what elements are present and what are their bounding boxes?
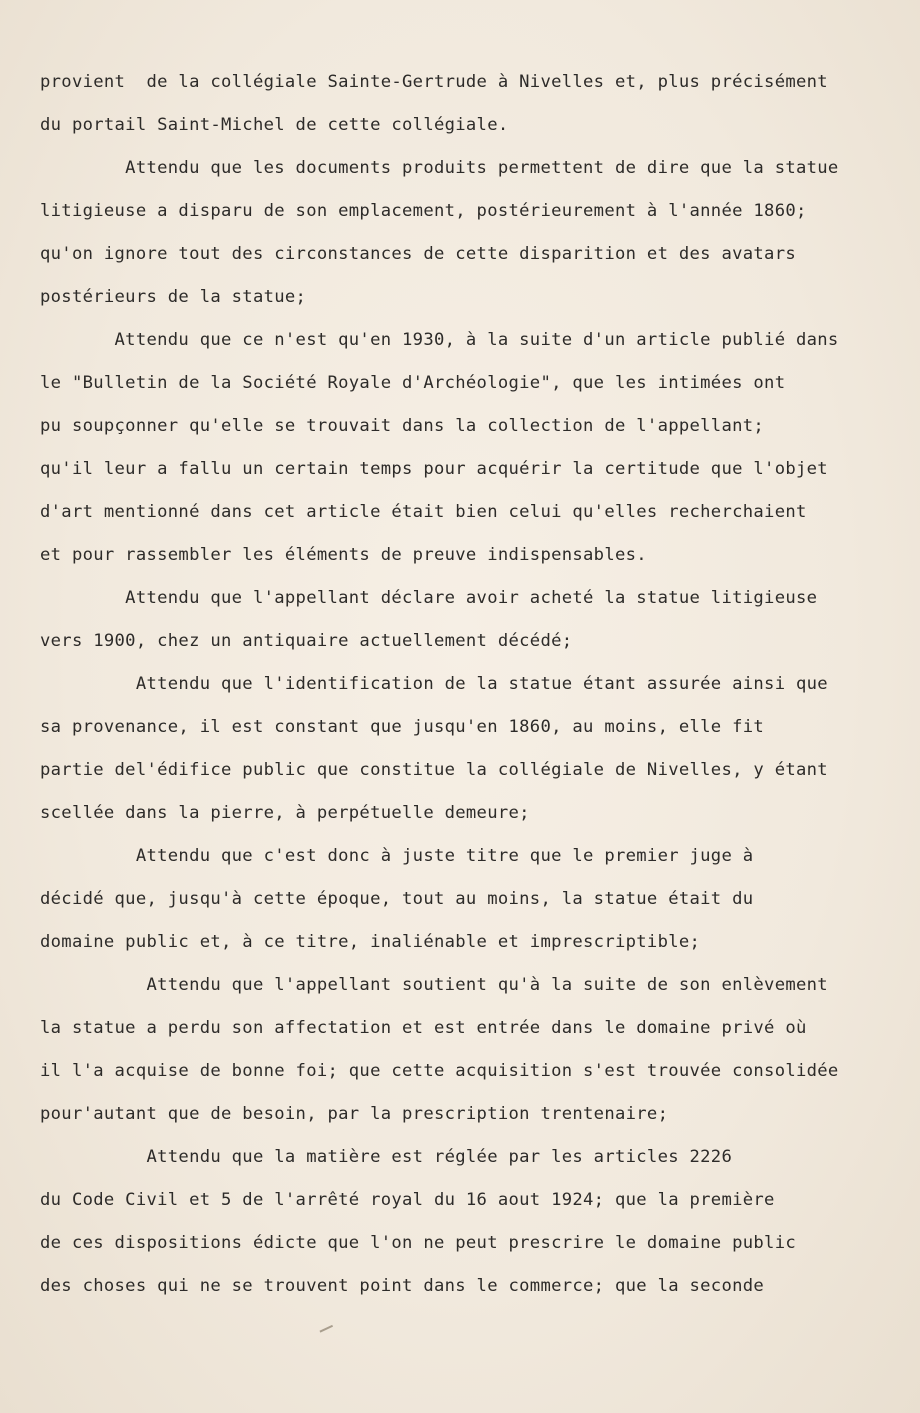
text-line: vers 1900, chez un antiquaire actuellement décédé; (40, 631, 573, 651)
text-line: Attendu que ce n'est qu'en 1930, à la suite d'un article publié dans (40, 330, 839, 350)
text-line: la statue a perdu son affectation et est entrée dans le domaine privé où (40, 1018, 807, 1038)
text-line: le "Bulletin de la Société Royale d'Archéologie", que les intimées ont (40, 373, 786, 393)
text-line: des choses qui ne se trouvent point dans le commerce; que la seconde (40, 1276, 765, 1296)
text-line: qu'il leur a fallu un certain temps pour acquérir la certitude que l'objet (40, 459, 828, 479)
text-line: et pour rassembler les éléments de preuve indispensables. (40, 545, 647, 565)
text-line: postérieurs de la statue; (40, 287, 307, 307)
text-line: Attendu que l'appellant soutient qu'à la suite de son enlèvement (40, 975, 828, 995)
text-line: décidé que, jusqu'à cette époque, tout au moins, la statue était du (40, 889, 754, 909)
text-line: domaine public et, à ce titre, inaliénable et imprescriptible; (40, 932, 701, 952)
text-line: partie del'édifice public que constitue la collégiale de Nivelles, y étant (40, 760, 828, 780)
text-line: pour'autant que de besoin, par la prescription trentenaire; (40, 1104, 669, 1124)
text-line: Attendu que la matière est réglée par les articles 2226 (40, 1147, 733, 1167)
text-line: Attendu que les documents produits permettent de dire que la statue (40, 158, 839, 178)
text-line: scellée dans la pierre, à perpétuelle demeure; (40, 803, 530, 823)
ink-mark (317, 1319, 333, 1332)
text-line: du portail Saint-Michel de cette collégiale. (40, 115, 509, 135)
text-line: pu soupçonner qu'elle se trouvait dans la collection de l'appellant; (40, 416, 765, 436)
text-line: Attendu que l'identification de la statue étant assurée ainsi que (40, 674, 828, 694)
text-line: provient de la collégiale Sainte-Gertrude à Nivelles et, plus précisément (40, 72, 828, 92)
document-body (40, 64, 900, 1311)
text-line: qu'on ignore tout des circonstances de cette disparition et des avatars (40, 244, 796, 264)
text-line: du Code Civil et 5 de l'arrêté royal du 16 aout 1924; que la première (40, 1190, 775, 1210)
text-line: d'art mentionné dans cet article était bien celui qu'elles recherchaient (40, 502, 807, 522)
text-line: litigieuse a disparu de son emplacement, postérieurement à l'année 1860; (40, 201, 807, 221)
text-line: de ces dispositions édicte que l'on ne peut prescrire le domaine public (40, 1233, 796, 1253)
text-line: il l'a acquise de bonne foi; que cette acquisition s'est trouvée consolidée (40, 1061, 839, 1081)
text-line: sa provenance, il est constant que jusqu'en 1860, au moins, elle fit (40, 717, 765, 737)
text-line: Attendu que l'appellant déclare avoir acheté la statue litigieuse (40, 588, 818, 608)
text-line: Attendu que c'est donc à juste titre que le premier juge à (40, 846, 754, 866)
